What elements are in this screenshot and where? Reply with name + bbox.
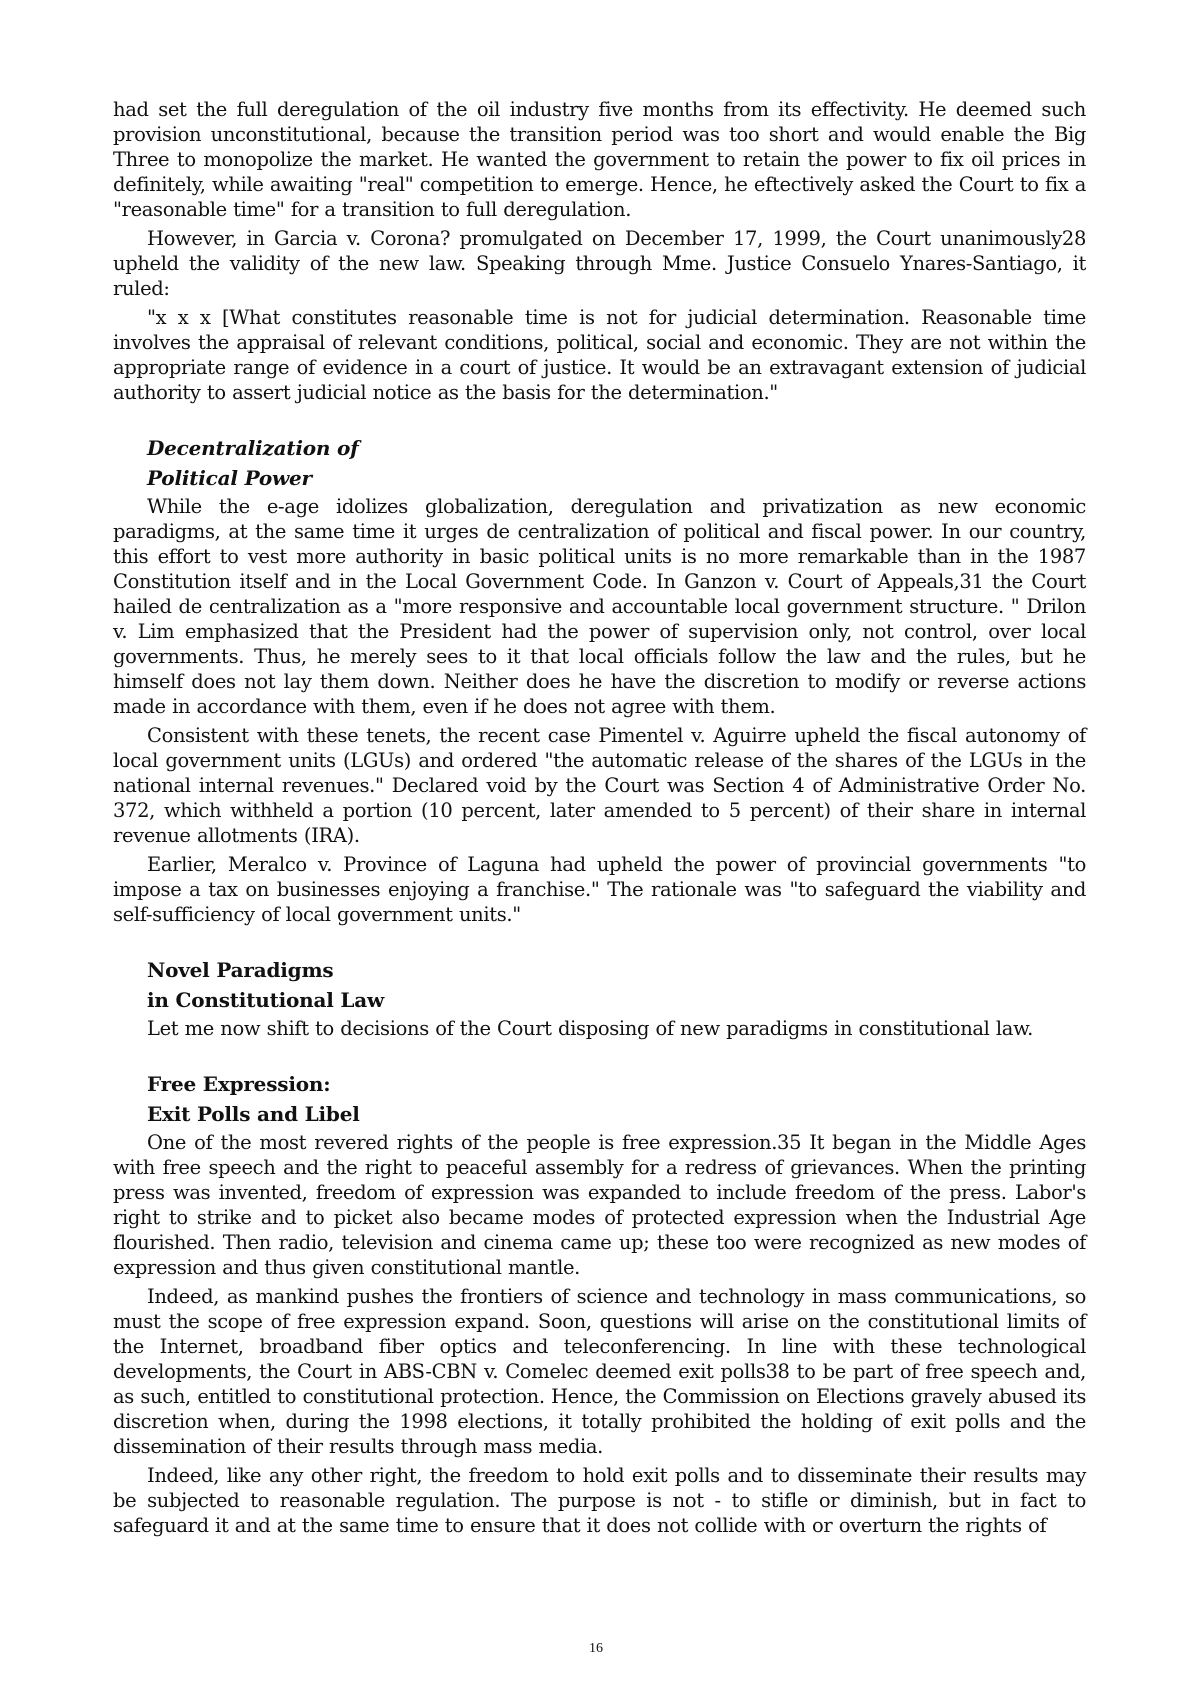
- section-heading: Political Power: [147, 466, 312, 490]
- section-heading: Free Expression:: [147, 1072, 331, 1096]
- section-novel-paradigms: [113, 955, 1086, 1041]
- paragraph: However, in Garcia v. Corona? promulgated on December 17, 1999, the Court unanimously28 upheld the validity of the new law. Speaking through Mme. Justice Consuelo Ynares-Santiago, it ruled:: [113, 227, 1086, 300]
- block-quote: "x x x [What constitutes reasonable time is not for judicial determination. Reasonable time involves the appraisal of relevant conditions, political, social and economic. They are not within the appropriate range of evidence in a court of justice. It would be an extravagant extension of judicial authority to assert judicial notice as the basis for the determination.": [113, 306, 1086, 404]
- paragraph: Consistent with these tenets, the recent case Pimentel v. Aguirre upheld the fiscal autonomy of local government units (LGUs) and ordered "the automatic release of the shares of the LGUs in the national internal revenues." Declared void by the Court was Section 4 of Administrative Order No. 372, which withheld a portion (10 percent, later amended to 5 percent) of their share in internal revenue allotments (IRA).: [113, 724, 1086, 847]
- section-heading: in Constitutional Law: [147, 988, 385, 1012]
- page-number: 16: [589, 1641, 603, 1656]
- paragraph: One of the most revered rights of the people is free expression.35 It began in the Middle Ages with free speech and the right to peaceful assembly for a redress of grievances. When the printing press was invented, freedom of expression was expanded to include freedom of the press. Labor's right to strike and to picket also became modes of protected expression when the Industrial Age flourished. Then radio, television and cinema came up; these too were recognized as new modes of expression and thus given constitutional mantle.: [113, 1131, 1086, 1279]
- paragraph: had set the full deregulation of the oil industry five months from its effectivity. He deemed such provision unconstitutional, because the transition period was too short and would enable the Big Three to monopolize the market. He wanted the government to retain the power to fix oil prices in definitely, while awaiting "real" competition to emerge. Hence, he eftectively asked the Court to fix a "reasonable time" for a transition to full deregulation.: [113, 98, 1086, 221]
- paragraph: Let me now shift to decisions of the Court disposing of new paradigms in constitutional law.: [147, 1017, 1033, 1040]
- paragraph: While the e-age idolizes globalization, deregulation and privatization as new economic paradigms, at the same time it urges de centralization of political and fiscal power. In our country, this effort to vest more authority in basic political units is no more remarkable than in the 1987 Constitution itself and in the Local Government Code. In Ganzon v. Court of Appeals,31 the Court hailed de centralization as a "more responsive and accountable local government structure. " Drilon v. Lim emphasized that the President had the power of supervision only, not control, over local governments. Thus, he merely sees to it that local officials follow the law and the rules, but he himself does not lay them down. Neither does he have the discretion to modify or reverse actions made in accordance with them, even if he does not agree with them.: [113, 495, 1086, 718]
- section-heading: Exit Polls and Libel: [147, 1102, 360, 1126]
- section-decentralization: [113, 433, 1086, 927]
- paragraph: Indeed, as mankind pushes the frontiers of science and technology in mass communications, so must the scope of free expression expand. Soon, questions will arise on the constitutional limits of the Internet, broadband fiber optics and teleconferencing. In line with these technological developments, the Court in ABS-CBN v. Comelec deemed exit polls38 to be part of free speech and, as such, entitled to constitutional protection. Hence, the Commission on Elections gravely abused its discretion when, during the 1998 elections, it totally prohibited the holding of exit polls and the dissemination of their results through mass media.: [113, 1285, 1086, 1458]
- section-heading: Novel Paradigms: [147, 958, 334, 982]
- paragraph: Indeed, like any other right, the freedom to hold exit polls and to disseminate their results may be subjected to reasonable regulation. The purpose is not - to stifle or diminish, but in fact to safeguard it and at the same time to ensure that it does not collide with or overturn the rights of: [113, 1464, 1086, 1537]
- section-free-expression: [113, 1069, 1086, 1538]
- section-heading: Decentralization of: [147, 436, 359, 460]
- page-body: [113, 97, 1086, 1538]
- paragraph: Earlier, Meralco v. Province of Laguna had upheld the power of provincial governments "to impose a tax on businesses enjoying a franchise." The rationale was "to safeguard the viability and self-sufficiency of local government units.": [113, 853, 1086, 926]
